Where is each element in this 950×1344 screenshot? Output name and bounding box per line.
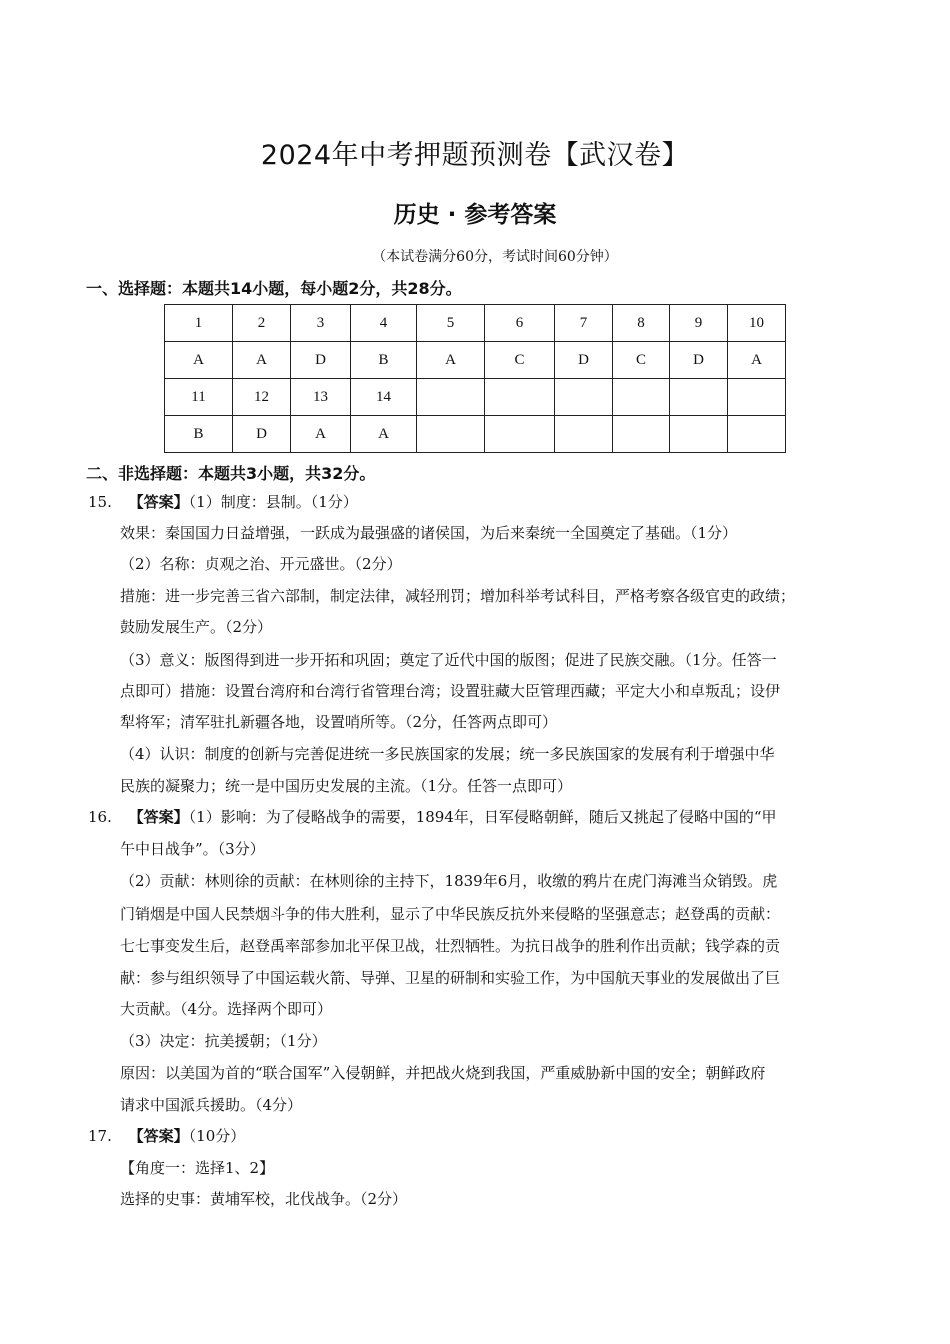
table-cell [728, 416, 786, 453]
q15-line-2: 效果：秦国国力日益增强，一跃成为最强盛的诸侯国，为后来秦统一全国奠定了基础。（1分） [120, 524, 738, 542]
table-cell: 4 [351, 305, 417, 342]
q16-line-5: 七七事变发生后，赵登禹率部参加北平保卫战，壮烈牺牲。为抗日战争的胜利作出贡献；钱学森的贡 [120, 937, 781, 955]
table-cell: A [165, 342, 233, 379]
table-cell [485, 416, 555, 453]
table-row [165, 305, 786, 342]
table-cell [670, 416, 728, 453]
table-cell: C [485, 342, 555, 379]
table-cell: D [291, 342, 351, 379]
table-cell [670, 379, 728, 416]
table-cell: D [233, 416, 291, 453]
q15-line-7: 点即可）措施：设置台湾府和台湾行省管理台湾；设置驻藏大臣管理西藏；平定大小和卓叛乱；设伊 [120, 682, 781, 700]
table-row [165, 379, 786, 416]
q16-line-10: 请求中国派兵援助。（4分） [120, 1096, 303, 1114]
table-cell: 14 [351, 379, 417, 416]
table-cell: 10 [728, 305, 786, 342]
table-cell [417, 379, 485, 416]
table-cell: A [351, 416, 417, 453]
question-number: 17. [88, 1127, 112, 1145]
answer-text: （1）影响：为了侵略战争的需要，1894年，日军侵略朝鲜，随后又挑起了侵略中国的“甲 [188, 808, 777, 826]
table-row [165, 416, 786, 453]
q15-line-6: （3）意义：版图得到进一步开拓和巩固；奠定了近代中国的版图；促进了民族交融。（1分。任答一 [120, 651, 777, 669]
q15-line-1 [88, 492, 358, 512]
table-cell: B [351, 342, 417, 379]
q15-line-4: 措施：进一步完善三省六部制，制定法律，减轻刑罚；增加科举考试科目，严格考察各级官吏的政绩； [120, 587, 796, 605]
table-cell [417, 416, 485, 453]
q16-line-4: 门销烟是中国人民禁烟斗争的伟大胜利，显示了中华民族反抗外来侵略的坚强意志；赵登禹的贡献： [120, 905, 781, 923]
table-cell [485, 379, 555, 416]
q17-line-3: 选择的史事：黄埔军校，北伐战争。（2分） [120, 1190, 408, 1208]
table-cell: A [417, 342, 485, 379]
table-cell: 1 [165, 305, 233, 342]
answer-tag: 【答案】 [128, 808, 189, 826]
q16-line-3: （2）贡献：林则徐的贡献：在林则徐的主持下，1839年6月，收缴的鸦片在虎门海滩当众销毁。虎 [120, 872, 778, 890]
table-cell: 5 [417, 305, 485, 342]
table-cell: 7 [555, 305, 613, 342]
q17-line-1 [88, 1126, 245, 1146]
question-number: 16. [88, 808, 112, 826]
q15-line-9: （4）认识：制度的创新与完善促进统一多民族国家的发展；统一多民族国家的发展有利于增强中华 [120, 745, 775, 763]
q15-line-3: （2）名称：贞观之治、开元盛世。（2分） [120, 555, 402, 573]
table-cell: 3 [291, 305, 351, 342]
table-cell: A [291, 416, 351, 453]
table-cell [613, 416, 670, 453]
table-cell: B [165, 416, 233, 453]
section-open-heading: 二、非选择题：本题共3小题，共32分。 [86, 464, 376, 483]
table-cell: C [613, 342, 670, 379]
table-cell [613, 379, 670, 416]
q16-line-7: 大贡献。（4分。选择两个即可） [120, 1000, 333, 1018]
answer-tag: 【答案】 [128, 493, 189, 511]
answer-text: （1）制度：县制。（1分） [188, 493, 358, 511]
q15-line-5: 鼓励发展生产。（2分） [120, 618, 273, 636]
exam-note: （本试卷满分60分，考试时间60分钟） [372, 249, 618, 265]
q16-line-1 [88, 807, 777, 827]
table-cell: 13 [291, 379, 351, 416]
table-cell: 9 [670, 305, 728, 342]
table-cell: D [670, 342, 728, 379]
answer-text: （10分） [188, 1127, 246, 1145]
table-cell: 6 [485, 305, 555, 342]
q17-line-2: 【角度一：选择1、2】 [120, 1159, 275, 1177]
table-cell [555, 379, 613, 416]
q16-line-6: 献：参与组织领导了中国运载火箭、导弹、卫星的研制和实验工作，为中国航天事业的发展做出了巨 [120, 969, 781, 987]
q16-line-8: （3）决定：抗美援朝；（1分） [120, 1032, 327, 1050]
page-subtitle: 历史 · 参考答案 [393, 202, 557, 228]
table-row [165, 342, 786, 379]
table-cell: A [233, 342, 291, 379]
q15-line-8: 犁将军；清军驻扎新疆各地，设置哨所等。（2分，任答两点即可） [120, 713, 558, 731]
table-cell [555, 416, 613, 453]
answer-table [164, 304, 786, 453]
table-cell: 8 [613, 305, 670, 342]
table-cell: D [555, 342, 613, 379]
section-choice-heading: 一、选择题：本题共14小题，每小题2分，共28分。 [86, 279, 462, 298]
question-number: 15. [88, 493, 112, 511]
table-cell: A [728, 342, 786, 379]
table-cell: 11 [165, 379, 233, 416]
page-title: 2024年中考押题预测卷【武汉卷】 [260, 140, 690, 171]
q16-line-2: 午中日战争”。（3分） [120, 840, 265, 858]
table-cell [728, 379, 786, 416]
q15-line-10: 民族的凝聚力；统一是中国历史发展的主流。（1分。任答一点即可） [120, 777, 573, 795]
answer-tag: 【答案】 [128, 1127, 189, 1145]
table-cell: 2 [233, 305, 291, 342]
table-cell: 12 [233, 379, 291, 416]
q16-line-9: 原因：以美国为首的“联合国军”入侵朝鲜，并把战火烧到我国，严重威胁新中国的安全；朝鲜政府 [120, 1064, 766, 1082]
